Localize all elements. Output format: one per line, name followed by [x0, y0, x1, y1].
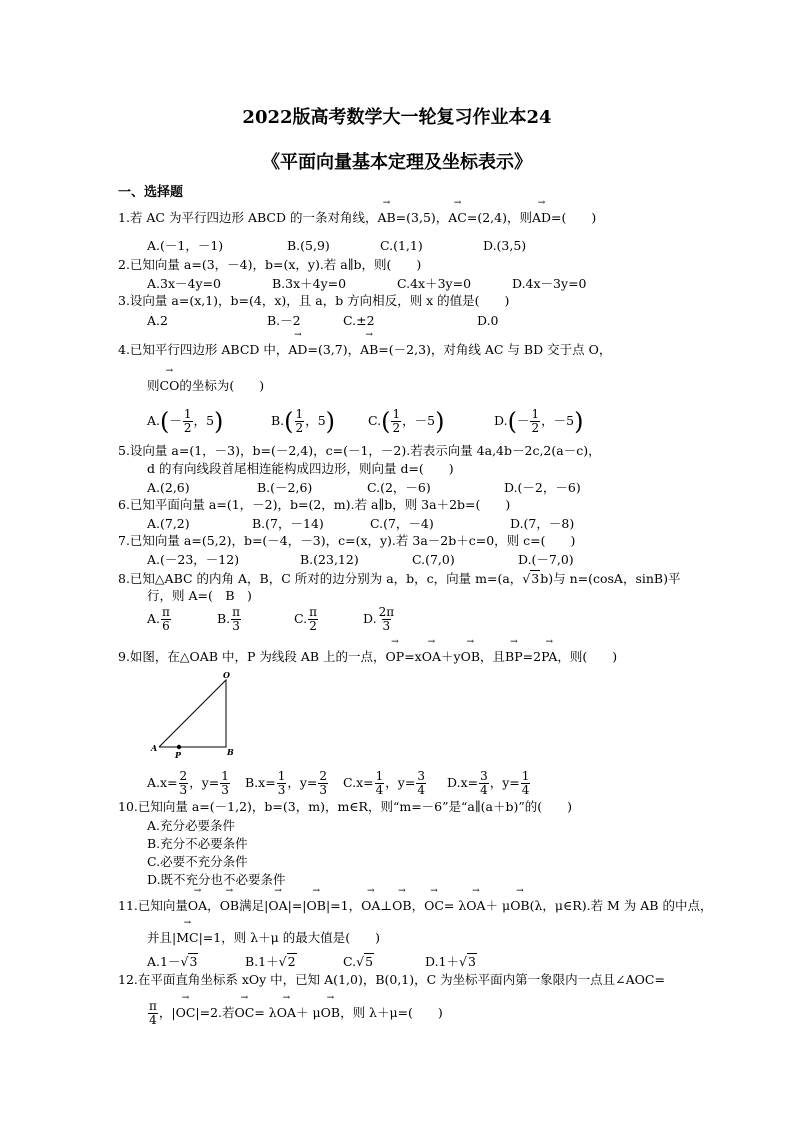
question-5-option-d[interactable]: D.(－2，－6): [504, 480, 581, 495]
question-1-option-c[interactable]: C.(1,1): [380, 238, 423, 253]
question-11-option-d[interactable]: D.1＋√3: [425, 954, 476, 969]
question-7-stem: 7.已知向量 a=(5,2)，b=(－4，－3)，c=(x，y).若 3a－2b＋c=0，则 c=( ): [118, 533, 576, 548]
question-8-option-a[interactable]: A. $\frac{\pi}{6}$: [147, 605, 170, 633]
question-1-option-a[interactable]: A.(－1，－1): [147, 238, 224, 253]
label-a: A: [151, 743, 158, 753]
question-9-stem: 9.如图，在△OAB 中，P 为线段 AB 上的一点，→ OP=x→ OA＋y→ OB，且→ BP=2→ PA，则( ): [118, 649, 617, 664]
question-6-stem: 6.已知平面向量 a=(1，－2)，b=(2，m).若 a∥b，则 3a＋2b=( ): [118, 497, 511, 512]
question-4-stem: 4.已知平行四边形 ABCD 中，→ AD=(3,7)，→ AB=(－2,3)，对角线 AC 与 BD 交于点 O，: [118, 342, 611, 357]
question-10-option-a[interactable]: A.充分必要条件: [147, 818, 236, 833]
question-11-option-c[interactable]: C.√5: [343, 954, 374, 969]
question-3-option-c[interactable]: C.±2: [343, 313, 375, 328]
question-3-option-b[interactable]: B.－2: [267, 313, 301, 328]
vector-ab: → AB: [360, 342, 378, 357]
question-3-option-a[interactable]: A.2: [147, 313, 168, 328]
triangle-oab-figure: [148, 670, 238, 762]
question-11-stem-line2: 并且|→ MC|=1，则 λ＋μ 的最大值是( ): [147, 930, 380, 945]
question-7-option-b[interactable]: B.(23,12): [300, 552, 359, 567]
label-p: P: [175, 750, 182, 760]
question-11-option-a[interactable]: A.1－√3: [147, 954, 198, 969]
question-8-option-c[interactable]: C. $\frac{\pi}{2}$: [294, 605, 317, 633]
section-heading: 一、选择题: [118, 185, 184, 200]
question-5-option-c[interactable]: C.(2，－6): [367, 480, 431, 495]
question-9-option-d[interactable]: D.x= $\frac{3}{4}$ ，y= $\frac{1}{4}$: [447, 769, 530, 797]
question-4-option-c[interactable]: C.( $\frac{1}{2}$ ，－5): [368, 407, 445, 436]
vector-pa: → PA: [541, 649, 557, 664]
page-subtitle: 《平面向量基本定理及坐标表示》: [262, 152, 532, 173]
question-7-option-d[interactable]: D.(－7,0): [518, 552, 574, 567]
question-9-option-b[interactable]: B.x= $\frac{1}{3}$ ，y= $\frac{2}{3}$: [245, 769, 328, 797]
question-5-option-b[interactable]: B.(－2,6): [257, 480, 313, 495]
vector-oa: → OA: [422, 649, 441, 664]
question-8-option-d[interactable]: D. $\frac{2\pi}{3}$: [363, 605, 395, 633]
question-2-option-a[interactable]: A.3x－4y=0: [147, 276, 221, 291]
question-7-option-a[interactable]: A.(－23，－12): [147, 552, 240, 567]
question-12-stem: 12.在平面直角坐标系 xOy 中，已知 A(1,0)，B(0,1)，C 为坐标平面内第一象限内一点且∠AOC=: [118, 972, 665, 987]
question-10-option-c[interactable]: C.必要不充分条件: [147, 854, 248, 869]
page-title: 2022版高考数学大一轮复习作业本24: [242, 107, 552, 128]
question-4-option-a[interactable]: A.(－ $\frac{1}{2}$ ，5): [147, 407, 224, 436]
vector-co: → CO: [160, 378, 180, 393]
question-2-option-d[interactable]: D.4x－3y=0: [512, 276, 587, 291]
vector-ad: → AD: [288, 342, 307, 357]
question-3-option-d[interactable]: D.0: [477, 313, 499, 328]
question-8-option-b[interactable]: B. $\frac{\pi}{3}$: [217, 605, 241, 633]
question-11-stem: 11.已知向量→ OA，→ OB满足|→ OA|=|→ OB|=1，→ OA⊥→ OB，→ OC= λ→ OA＋ μ→ OB(λ，μ∈R).若 M 为 AB 的中点，: [118, 898, 712, 913]
vector-mc: → MC: [176, 930, 198, 945]
vector-ad: → AD: [532, 210, 551, 225]
vector-ob: → OB: [461, 649, 480, 664]
vector-ac: → AC: [448, 210, 467, 225]
question-5-stem: 5.设向量 a=(1，－3)，b=(－2,4)，c=(－1，－2).若表示向量 4a,4b－2c,2(a－c)，: [118, 443, 601, 458]
question-11-option-b[interactable]: B.1＋√2: [245, 954, 296, 969]
question-4-option-b[interactable]: B.( $\frac{1}{2}$ ，5): [271, 407, 336, 436]
question-3-stem: 3.设向量 a=(x,1)，b=(4，x)，且 a，b 方向相反，则 x 的值是( ): [118, 293, 510, 308]
question-10-option-d[interactable]: D.既不充分也不必要条件: [147, 872, 286, 887]
question-5-stem-line2: d 的有向线段首尾相连能构成四边形，则向量 d=( ): [147, 461, 454, 476]
question-1-option-d[interactable]: D.(3,5): [483, 238, 527, 253]
vector-bp: → BP: [505, 649, 523, 664]
question-7-option-c[interactable]: C.(7,0): [412, 552, 455, 567]
label-o: O: [223, 670, 230, 680]
vector-op: → OP: [386, 649, 405, 664]
point-p-dot: [177, 745, 181, 749]
question-2-option-b[interactable]: B.3x＋4y=0: [272, 276, 347, 291]
question-6-option-c[interactable]: C.(7，－4): [370, 516, 434, 531]
question-9-option-a[interactable]: A.x= $\frac{2}{3}$ ，y= $\frac{1}{3}$: [147, 769, 229, 797]
question-8-stem: 8.已知△ABC 的内角 A，B，C 所对的边分别为 a，b，c，向量 m=(a，√3b)与 n=(cosA，sinB)平: [118, 571, 681, 586]
question-10-stem: 10.已知向量 a=(－1,2)，b=(3，m)，m∈R，则“m=－6”是“a∥(a＋b)”的( ): [118, 799, 572, 814]
question-10-option-b[interactable]: B.充分不必要条件: [147, 836, 248, 851]
question-4-stem-line2: 则→ CO的坐标为( ): [147, 378, 264, 393]
question-12-stem-line2: $\frac{\pi}{4}$ ，|→ OC|=2.若→ OC= λ→ OA＋ μ→ OB，则 λ＋μ=( ): [147, 1000, 443, 1027]
question-1-stem: 1.若 AC 为平行四边形 ABCD 的一条对角线，→ AB=(3,5)，→ AC=(2,4)，则→ AD=( ): [118, 210, 596, 225]
question-4-option-d[interactable]: D.(－ $\frac{1}{2}$ ，－5): [494, 407, 584, 436]
label-b: B: [227, 747, 234, 757]
question-8-stem-line2: 行，则 A=( B ): [147, 588, 252, 603]
question-2-option-c[interactable]: C.4x＋3y=0: [397, 276, 472, 291]
question-9-option-c[interactable]: C.x= $\frac{1}{4}$ ，y= $\frac{3}{4}$: [343, 769, 425, 797]
vector-ab: → AB: [377, 210, 395, 225]
question-1-option-b[interactable]: B.(5,9): [287, 238, 330, 253]
triangle-oab: [159, 680, 226, 747]
question-6-option-b[interactable]: B.(7，－14): [252, 516, 324, 531]
question-5-option-a[interactable]: A.(2,6): [147, 480, 190, 495]
question-2-stem: 2.已知向量 a=(3，－4)，b=(x，y).若 a∥b，则( ): [118, 257, 422, 272]
question-6-option-a[interactable]: A.(7,2): [147, 516, 190, 531]
question-6-option-d[interactable]: D.(7，－8): [510, 516, 575, 531]
